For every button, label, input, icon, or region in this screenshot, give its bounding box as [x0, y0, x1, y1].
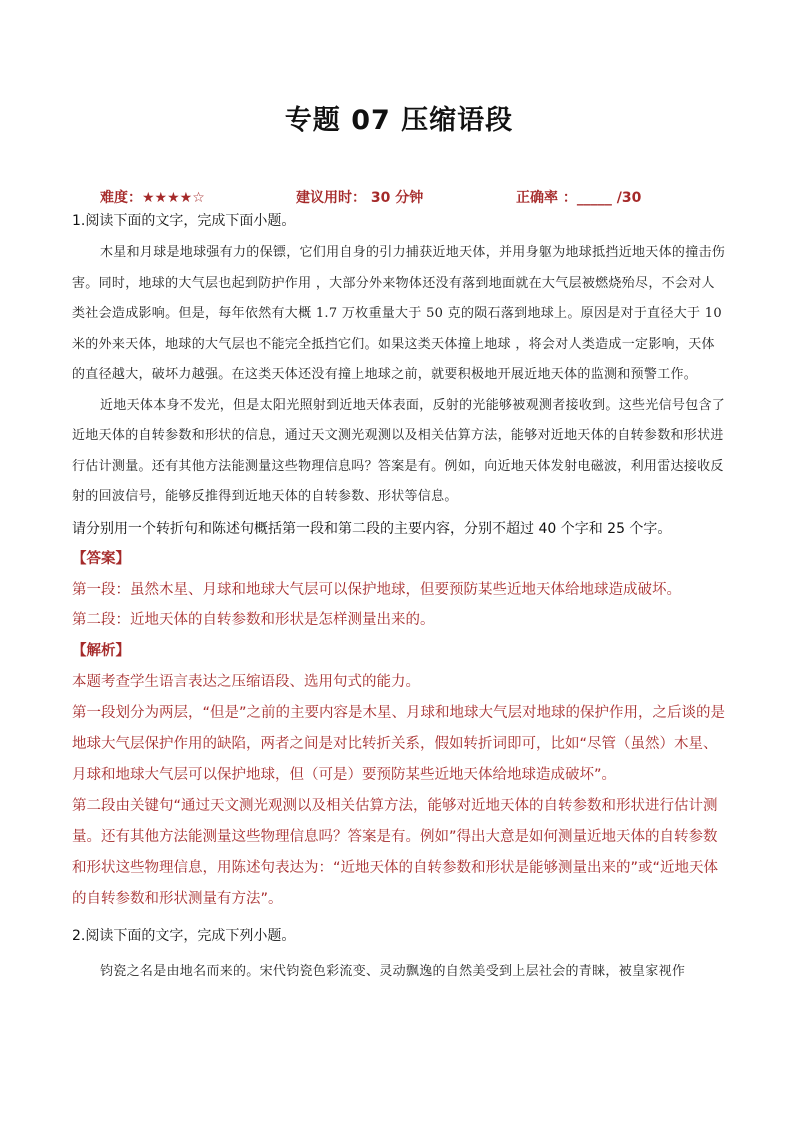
accuracy-field: 正确率 ：_____ /30 — [516, 190, 642, 206]
analysis-paragraph-2: 第二段由关键句“通过天文测光观测以及相关估算方法，能够对近地天体的自转参数和形状进行估计测量。还有其他方法能测量这些物理信息吗？答案是有。例如”得出大意是如何测量近地天体的自转参数和形状这些物理信息，用陈述句表达为：“近地天体的自转参数和形状是能够测量出来的”或“近地天体的自转参数和形状测量有方法”。 — [72, 797, 719, 907]
question-1-prompt: 请分别用一个转折句和陈述句概括第一段和第二段的主要内容，分别不超过 40 个字和 25 个字。 — [72, 520, 672, 537]
answer-line-1: 第一段：虽然木星、月球和地球大气层可以保护地球，但要预防某些近地天体给地球造成破坏。 — [72, 581, 681, 598]
answer-line-2: 第二段：近地天体的自转参数和形状是怎样测量出来的。 — [72, 611, 435, 628]
question-1-heading: 1.阅读下面的文字，完成下面小题。 — [72, 213, 296, 229]
question-2-passage-start: 钧瓷之名是由地名而来的。宋代钧瓷色彩流变、灵动飘逸的自然美受到上层社会的青睐，被皇家视作 — [100, 963, 686, 979]
question-2-passage — [72, 957, 726, 988]
passage-paragraph-2: 近地天体本身不发光，但是太阳光照射到近地天体表面，反射的光能够被观测者接收到。这些光信号包含了近地天体的自转参数和形状的信息，通过天文测光观测以及相关估算方法，能够对近地天体的自转参数和形状进行估计测量。还有其他方法能测量这些物理信息吗？答案是有。例如，向近地天体发射电磁波，利用雷达接收反射的回波信号，能够反推得到近地天体的自转参数、形状等信息。 — [72, 397, 726, 504]
analysis-tag: 【解析】 — [72, 642, 130, 659]
question-1-passage — [72, 238, 726, 513]
analysis-intro: 本题考查学生语言表达之压缩语段、选用句式的能力。 — [72, 673, 420, 690]
question-2-heading: 2.阅读下面的文字，完成下列小题。 — [72, 927, 296, 944]
difficulty-rating: 难度：★★★★☆ — [100, 190, 205, 206]
analysis-paragraph-1: 第一段划分为两层，“但是”之前的主要内容是木星、月球和地球大气层对地球的保护作用，之后谈的是地球大气层保护作用的缺陷，两者之间是对比转折关系，假如转折词即可，比如“尽管（虽然）木星、月球和地球大气层可以保护地球，但（可是）要预防某些近地天体给地球造成破坏”。 — [72, 704, 726, 783]
passage-paragraph-1: 木星和月球是地球强有力的保镖，它们用自身的引力捕获近地天体，并用身躯为地球抵挡近地天体的撞击伤害。同时，地球的大气层也起到防护作用 ，大部分外来物体还没有落到地面就在大气层被燃烧殆尽，不会对人类社会造成影响。但是，每年依然有大概 1.7 万枚重量大于 50 克的陨石落到地球上。原因是对于直径大于 10 米的外来天体，地球的大气层也不能完全抵挡它们。如果这类天体撞上地球 ，将会对人类造成一定影响，天体的直径越大，破坏力越强。在这类天体还没有撞上地球之前，就要积极地开展近地天体的监测和预警工作。 — [72, 245, 726, 382]
suggested-time: 建议用时： 30 分钟 — [296, 190, 424, 206]
page-title: 专题 07 压缩语段 — [284, 105, 514, 136]
meta-row — [72, 187, 726, 209]
answer-tag: 【答案】 — [72, 550, 130, 567]
